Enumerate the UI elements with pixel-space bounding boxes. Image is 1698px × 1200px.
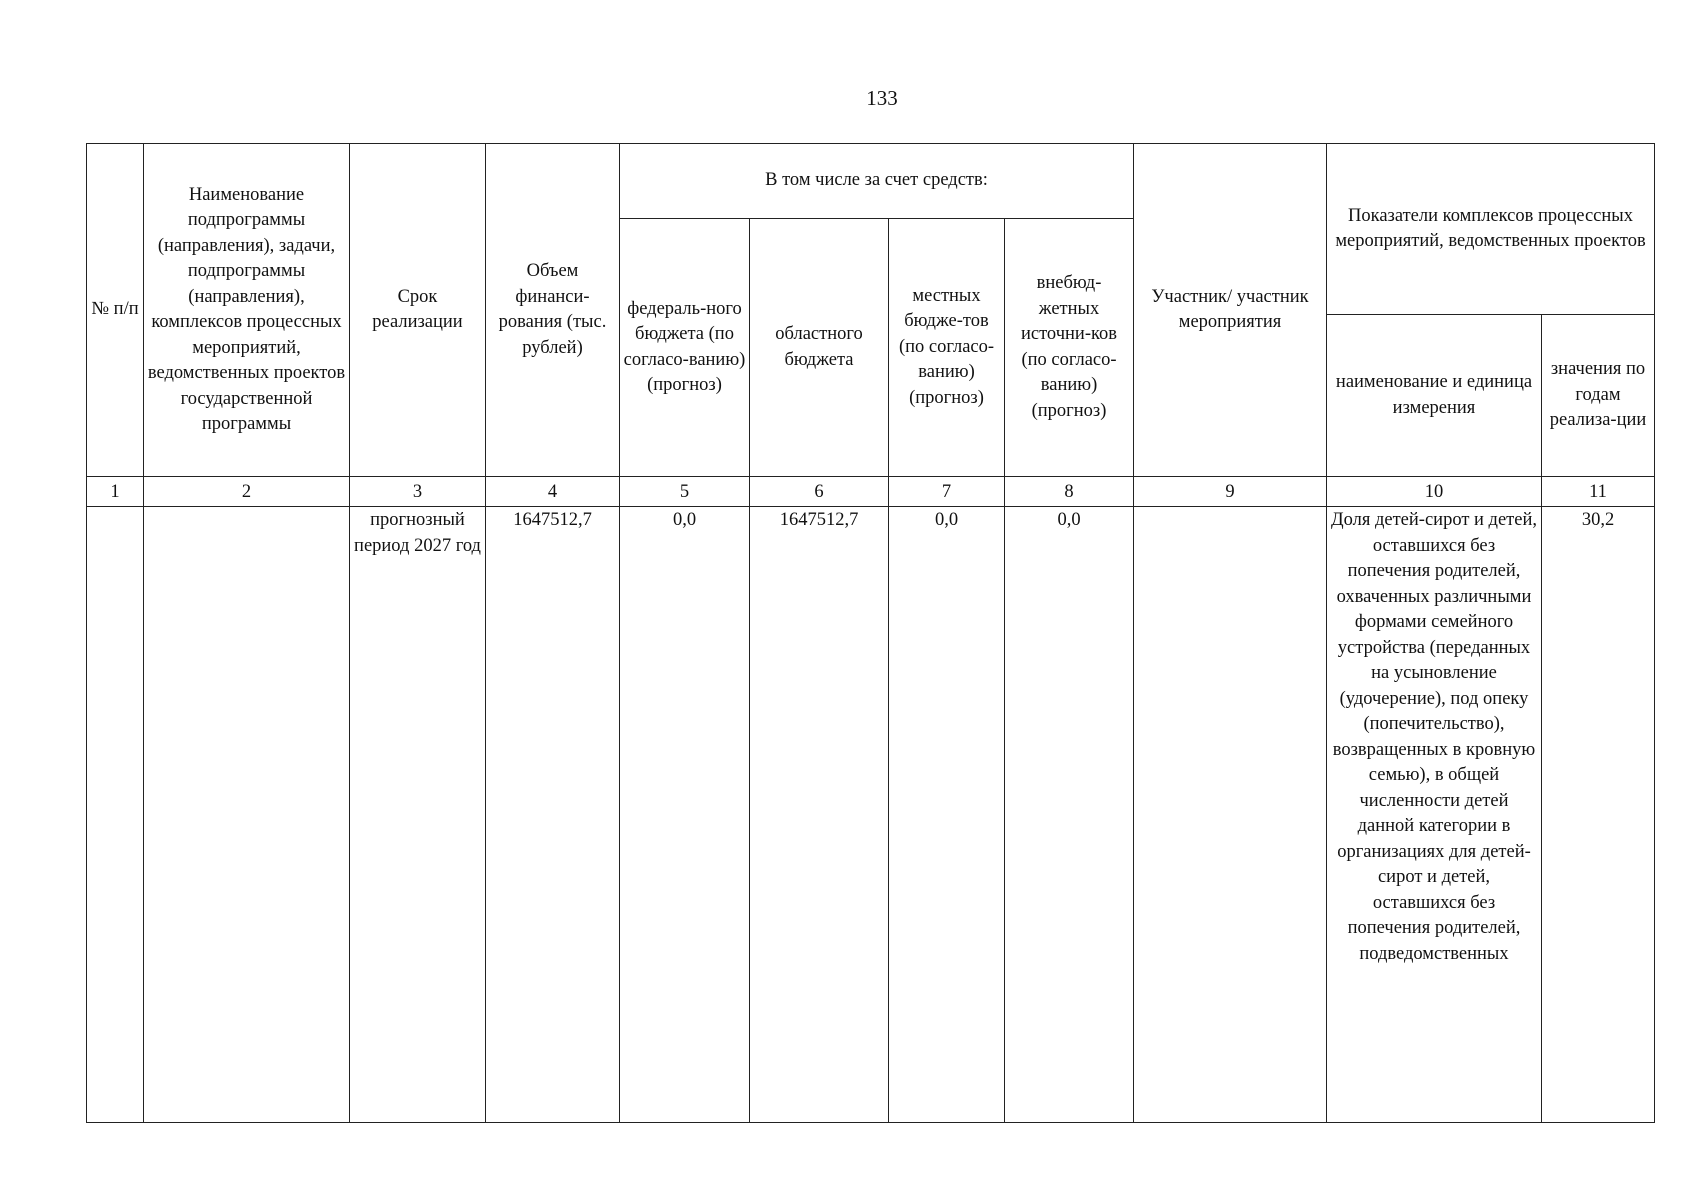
header-name: Наименование подпрограммы (направления), задачи, подпрограммы (направления), комплексов процессных мероприятий, ведомственных проектов государственной программы xyxy=(144,144,350,477)
page-number: 133 xyxy=(866,86,898,110)
header-num: № п/п xyxy=(87,144,144,477)
cell-volume: 1647512,7 xyxy=(486,507,620,1123)
cell-name xyxy=(144,507,350,1123)
header-extra: внебюд-жетных источни-ков (по согласо-ванию) (прогноз) xyxy=(1005,219,1134,477)
cell-num xyxy=(87,507,144,1123)
header-regional: областного бюджета xyxy=(750,219,889,477)
header-participant: Участник/ участник мероприятия xyxy=(1134,144,1327,477)
header-indicator-name: наименование и единица измерения xyxy=(1327,315,1542,477)
column-number: 7 xyxy=(889,477,1005,507)
cell-regional: 1647512,7 xyxy=(750,507,889,1123)
table-row xyxy=(87,507,1655,1123)
header-volume: Объем финанси-рования (тыс. рублей) xyxy=(486,144,620,477)
header-indicators-group: Показатели комплексов процессных мероприятий, ведомственных проектов xyxy=(1327,144,1655,315)
column-number: 1 xyxy=(87,477,144,507)
column-number-row xyxy=(87,477,1655,507)
header-local: местных бюдже-тов (по согласо-ванию) (прогноз) xyxy=(889,219,1005,477)
header-federal: федераль-ного бюджета (по согласо-ванию) (прогноз) xyxy=(620,219,750,477)
column-number: 8 xyxy=(1005,477,1134,507)
program-table xyxy=(86,143,1655,1123)
header-indicator-values: значения по годам реализа-ции xyxy=(1542,315,1655,477)
cell-indicator-name: Доля детей-сирот и детей, оставшихся без попечения родителей, охваченных различными формами семейного устройства (переданных на усыновление (удочерение), под опеку (попечительство), возвращенных в кровную семью), в общей численности детей данной категории в организациях для детей-сирот и детей, оставшихся без попечения родителей, подведомственных xyxy=(1327,507,1542,1123)
cell-indicator-value: 30,2 xyxy=(1542,507,1655,1123)
column-number: 9 xyxy=(1134,477,1327,507)
cell-participant xyxy=(1134,507,1327,1123)
cell-federal: 0,0 xyxy=(620,507,750,1123)
column-number: 4 xyxy=(486,477,620,507)
column-number: 6 xyxy=(750,477,889,507)
cell-extra: 0,0 xyxy=(1005,507,1134,1123)
column-number: 2 xyxy=(144,477,350,507)
cell-local: 0,0 xyxy=(889,507,1005,1123)
header-row-1 xyxy=(87,144,1655,219)
column-number: 10 xyxy=(1327,477,1542,507)
cell-term: прогнозный период 2027 год xyxy=(350,507,486,1123)
column-number: 5 xyxy=(620,477,750,507)
header-funds-group: В том числе за счет средств: xyxy=(620,144,1134,219)
header-term: Срок реализации xyxy=(350,144,486,477)
column-number: 3 xyxy=(350,477,486,507)
column-number: 11 xyxy=(1542,477,1655,507)
